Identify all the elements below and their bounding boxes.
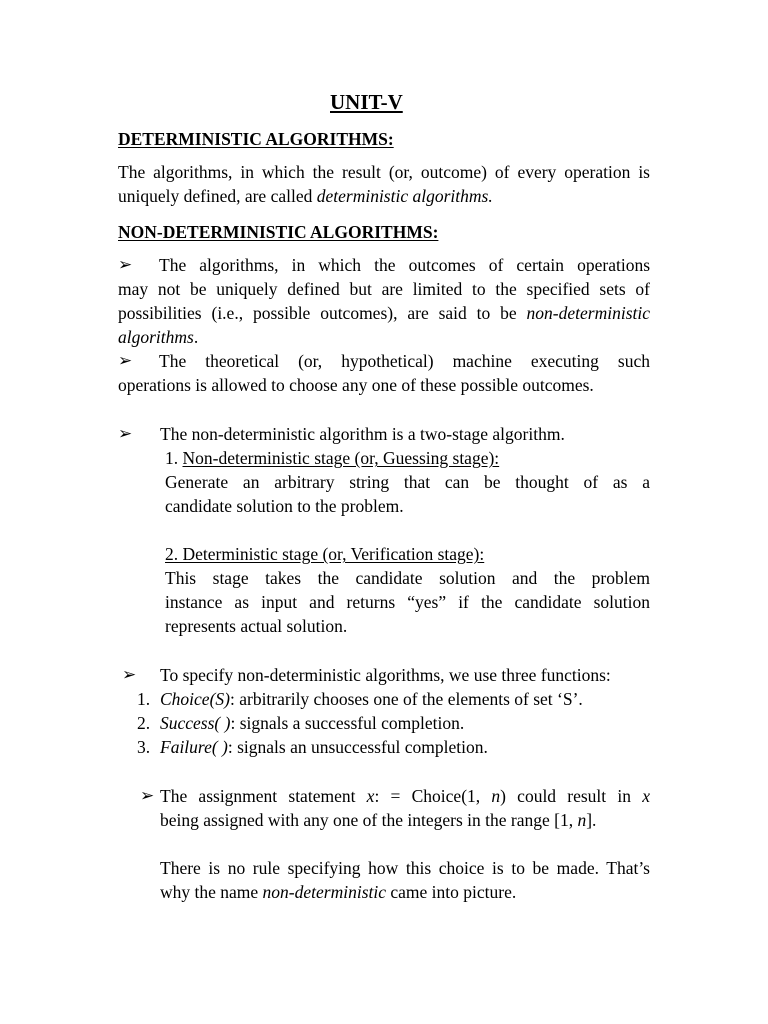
- stage-1-title: [165, 446, 499, 470]
- variable: n: [577, 810, 587, 830]
- variable: n: [491, 786, 501, 806]
- function-1-number: 1.: [137, 689, 151, 709]
- text: came into picture.: [386, 882, 517, 902]
- bullet-2-line-2: operations is allowed to choose any one of these possible outcomes.: [118, 375, 594, 395]
- bullet-arrow-icon: ➢: [118, 424, 133, 443]
- emphasis: deterministic algorithms.: [316, 186, 493, 206]
- function-name: Success( ): [160, 713, 231, 733]
- function-description: : signals an unsuccessful completion.: [227, 737, 488, 757]
- deterministic-definition-line-2: [118, 184, 493, 208]
- rule-line-2: [160, 880, 516, 904]
- text: .: [193, 327, 199, 347]
- text: uniquely defined, are called: [118, 186, 317, 206]
- bullet-5-line-1: [160, 784, 650, 808]
- text: possibilities (i.e., possible outcomes), are said to be: [118, 303, 527, 323]
- stage-1-heading: Non-deterministic stage (or, Guessing stage):: [182, 448, 500, 468]
- variable: x: [642, 786, 650, 806]
- bullet-arrow-icon: ➢: [118, 351, 133, 370]
- function-3-number: 3.: [137, 737, 151, 757]
- text: being assigned with any one of the integers in the range [1,: [160, 810, 578, 830]
- stage-2-title: 2. Deterministic stage (or, Verification stage):: [165, 544, 485, 564]
- stage-2-line-1: This stage takes the candidate solution and the problem: [165, 568, 650, 588]
- stage-2-line-2: instance as input and returns “yes” if the candidate solution: [165, 592, 650, 612]
- variable: x: [366, 786, 375, 806]
- function-3: [160, 735, 488, 759]
- function-1: [160, 687, 583, 711]
- non-deterministic-heading: NON-DETERMINISTIC ALGORITHMS:: [118, 222, 439, 242]
- bullet-1-line-3: [118, 301, 650, 325]
- function-description: : arbitrarily chooses one of the elements of set ‘S’.: [229, 689, 583, 709]
- stage-1-line-1: Generate an arbitrary string that can be thought of as a: [165, 472, 650, 492]
- bullet-1-line-2: may not be uniquely defined but are limited to the specified sets of: [118, 279, 650, 299]
- bullet-5-line-2: [160, 808, 596, 832]
- bullet-1-line-4: [118, 325, 198, 349]
- rule-line-1: There is no rule specifying how this choice is to be made. That’s: [160, 858, 650, 878]
- bullet-1-line-1: The algorithms, in which the outcomes of certain operations: [159, 255, 650, 275]
- text: why the name: [160, 882, 263, 902]
- bullet-arrow-icon: ➢: [118, 255, 133, 274]
- function-name: Failure( ): [160, 737, 228, 757]
- text: : = Choice(1,: [374, 786, 492, 806]
- text: The assignment statement: [160, 786, 367, 806]
- emphasis: algorithms: [118, 327, 194, 347]
- bullet-arrow-icon: ➢: [122, 665, 137, 684]
- stage-1-line-2: candidate solution to the problem.: [165, 496, 404, 516]
- stage-2-line-3: represents actual solution.: [165, 616, 348, 636]
- function-description: : signals a successful completion.: [230, 713, 465, 733]
- bullet-arrow-icon: ➢: [140, 786, 155, 805]
- bullet-3-line-1: The non-deterministic algorithm is a two-stage algorithm.: [160, 424, 565, 444]
- stage-1-number: 1.: [165, 448, 183, 468]
- deterministic-heading: DETERMINISTIC ALGORITHMS:: [118, 129, 394, 149]
- bullet-2-line-1: The theoretical (or, hypothetical) machine executing such: [159, 351, 650, 371]
- emphasis: non-deterministic: [262, 882, 386, 902]
- emphasis: non-deterministic: [526, 303, 650, 323]
- function-name: Choice(S): [160, 689, 230, 709]
- text: ].: [586, 810, 597, 830]
- function-2-number: 2.: [137, 713, 151, 733]
- bullet-4-line-1: To specify non-deterministic algorithms, we use three functions:: [160, 665, 611, 685]
- function-2: [160, 711, 464, 735]
- deterministic-definition-line-1: The algorithms, in which the result (or, outcome) of every operation is: [118, 162, 650, 182]
- text: ) could result in: [500, 786, 643, 806]
- page-title: UNIT-V: [330, 90, 403, 114]
